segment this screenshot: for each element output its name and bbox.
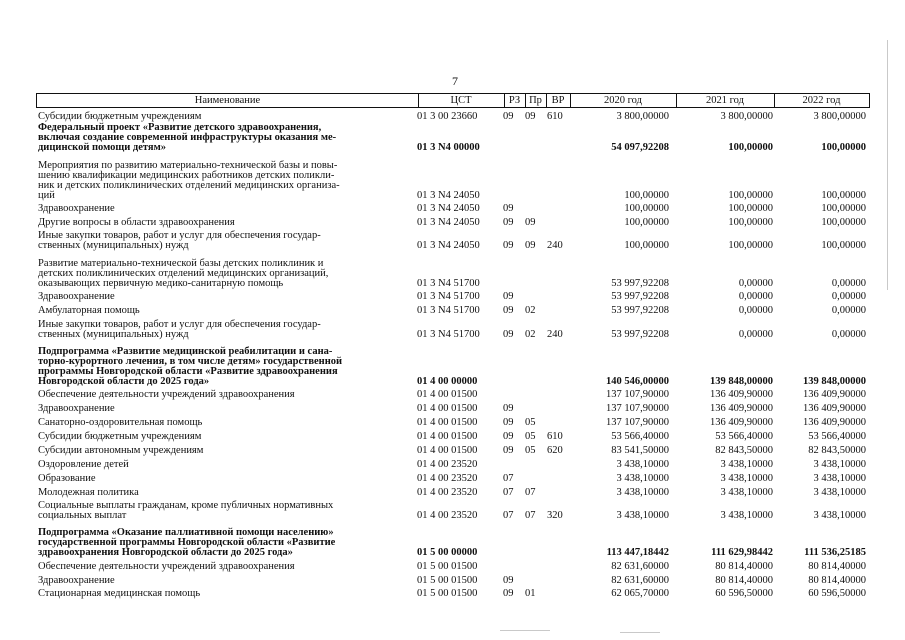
cell-y2021: 0,00000: [738, 291, 773, 302]
cell-y2022: 111 536,25185: [804, 547, 866, 558]
cell-cst: 01 3 N4 24050: [417, 217, 480, 228]
cell-y2021: 139 848,00000: [710, 376, 773, 387]
cell-pr: 05: [525, 417, 536, 428]
cell-y2022: 3 438,10000: [813, 459, 866, 470]
cell-pr: 07: [525, 510, 536, 521]
cell-name: Субсидии бюджетным учреждениям: [38, 431, 202, 442]
header-2021: 2021 год: [706, 95, 744, 106]
cell-y2021: 60 596,50000: [715, 588, 773, 599]
cell-pr: 02: [525, 329, 536, 340]
header-name: Наименование: [194, 95, 261, 106]
cell-y2022: 0,00000: [831, 291, 866, 302]
cell-y2020: 54 097,92208: [611, 142, 669, 153]
page-number: 7: [452, 74, 458, 88]
cell-y2021: 80 814,40000: [715, 561, 773, 572]
cell-y2021: 3 438,10000: [720, 459, 773, 470]
cell-cst: 01 3 N4 51700: [417, 291, 480, 302]
cell-y2021: 0,00000: [738, 305, 773, 316]
cell-pr: 09: [525, 217, 536, 228]
cell-y2020: 53 997,92208: [611, 305, 669, 316]
cell-vr: 240: [547, 329, 563, 340]
cell-y2020: 113 447,18442: [606, 547, 669, 558]
cell-name: Оздоровление детей: [38, 459, 129, 470]
cell-pr: 05: [525, 445, 536, 456]
cell-y2021: 100,00000: [728, 217, 773, 228]
cell-y2021: 3 438,10000: [720, 473, 773, 484]
cell-cst: 01 3 00 23660: [417, 111, 478, 122]
cell-y2020: 53 997,92208: [611, 291, 669, 302]
cell-cst: 01 5 00 00000: [417, 547, 478, 558]
cell-cst: 01 4 00 01500: [417, 403, 478, 414]
cell-rz: 09: [503, 403, 514, 414]
cell-y2020: 3 438,10000: [616, 510, 669, 521]
cell-vr: 610: [547, 111, 563, 122]
cell-y2021: 136 409,90000: [710, 403, 773, 414]
cell-y2021: 100,00000: [728, 203, 773, 214]
cell-y2020: 53 997,92208: [611, 329, 669, 340]
cell-cst: 01 4 00 01500: [417, 431, 478, 442]
cell-rz: 09: [503, 305, 514, 316]
cell-name: Стационарная медицинская помощь: [38, 588, 201, 599]
cell-y2022: 100,00000: [821, 142, 866, 153]
cell-name: Подпрограмма «Развитие медицинской реабилитации и сана- торно-курортного лечения, в том числе детям» государственной программы Новгородской области «Развитие здравоохранения Новгородской области до 2025 года»: [38, 346, 343, 387]
header-2020: 2020 год: [604, 95, 642, 106]
cell-pr: 01: [525, 588, 536, 599]
cell-y2020: 100,00000: [624, 203, 669, 214]
cell-cst: 01 5 00 01500: [417, 561, 478, 572]
cell-cst: 01 4 00 00000: [417, 376, 478, 387]
cell-name: Субсидии бюджетным учреждениям: [38, 111, 202, 122]
cell-rz: 09: [503, 203, 514, 214]
cell-name: Обеспечение деятельности учреждений здравоохранения: [38, 389, 295, 400]
cell-y2022: 80 814,40000: [808, 561, 866, 572]
cell-cst: 01 3 N4 00000: [417, 142, 480, 153]
cell-name: Социальные выплаты гражданам, кроме публичных нормативных социальных выплат: [38, 500, 334, 521]
cell-y2021: 100,00000: [728, 240, 773, 251]
cell-y2020: 82 631,60000: [611, 575, 669, 586]
cell-name: Молодежная политика: [38, 487, 139, 498]
cell-rz: 07: [503, 510, 514, 521]
cell-rz: 09: [503, 431, 514, 442]
cell-name: Здравоохранение: [38, 403, 115, 414]
cell-y2020: 100,00000: [624, 217, 669, 228]
cell-y2022: 139 848,00000: [803, 376, 866, 387]
cell-y2021: 100,00000: [728, 190, 773, 201]
cell-y2022: 100,00000: [821, 190, 866, 201]
cell-y2021: 100,00000: [728, 142, 773, 153]
scan-edge-mark: [500, 630, 550, 631]
header-cst: ЦСТ: [450, 95, 472, 106]
cell-y2022: 82 843,50000: [808, 445, 866, 456]
cell-y2020: 82 631,60000: [611, 561, 669, 572]
cell-pr: 02: [525, 305, 536, 316]
cell-y2022: 3 438,10000: [813, 487, 866, 498]
cell-y2022: 80 814,40000: [808, 575, 866, 586]
cell-y2020: 137 107,90000: [606, 417, 669, 428]
cell-cst: 01 3 N4 51700: [417, 329, 480, 340]
cell-y2020: 140 546,00000: [606, 376, 669, 387]
cell-rz: 09: [503, 217, 514, 228]
cell-cst: 01 3 N4 24050: [417, 240, 480, 251]
scan-edge-mark: [620, 632, 660, 633]
cell-y2021: 111 629,98442: [711, 547, 773, 558]
cell-y2022: 3 800,00000: [813, 111, 866, 122]
cell-name: Обеспечение деятельности учреждений здравоохранения: [38, 561, 295, 572]
header-pr: Пр: [529, 95, 542, 106]
cell-cst: 01 4 00 01500: [417, 389, 478, 400]
cell-cst: 01 4 00 01500: [417, 417, 478, 428]
cell-y2020: 100,00000: [624, 190, 669, 201]
cell-vr: 610: [547, 431, 563, 442]
cell-y2021: 0,00000: [738, 278, 773, 289]
cell-y2021: 3 438,10000: [720, 510, 773, 521]
cell-rz: 07: [503, 487, 514, 498]
cell-name: Здравоохранение: [38, 203, 115, 214]
header-vr: ВР: [551, 95, 565, 106]
cell-rz: 09: [503, 111, 514, 122]
cell-y2022: 100,00000: [821, 203, 866, 214]
cell-y2022: 0,00000: [831, 278, 866, 289]
cell-name: Развитие материально-технической базы детских поликлиник и детских поликлинических отделений медицинских организаций, оказывающих первичную медико-санитарную помощь: [38, 258, 329, 289]
cell-rz: 09: [503, 240, 514, 251]
cell-rz: 09: [503, 575, 514, 586]
cell-y2022: 60 596,50000: [808, 588, 866, 599]
cell-name: Субсидии автономным учреждениям: [38, 445, 204, 456]
cell-y2021: 136 409,90000: [710, 389, 773, 400]
cell-pr: 09: [525, 111, 536, 122]
cell-cst: 01 4 00 23520: [417, 510, 478, 521]
cell-y2020: 3 438,10000: [616, 487, 669, 498]
cell-y2021: 53 566,40000: [715, 431, 773, 442]
cell-rz: 09: [503, 445, 514, 456]
scan-edge-mark: [887, 40, 888, 290]
cell-y2020: 137 107,90000: [606, 403, 669, 414]
cell-y2020: 3 438,10000: [616, 459, 669, 470]
cell-y2020: 3 800,00000: [616, 111, 669, 122]
cell-cst: 01 4 00 23520: [417, 487, 478, 498]
cell-y2020: 100,00000: [624, 240, 669, 251]
cell-name: Санаторно-оздоровительная помощь: [38, 417, 203, 428]
cell-y2021: 0,00000: [738, 329, 773, 340]
cell-y2020: 83 541,50000: [611, 445, 669, 456]
cell-cst: 01 5 00 01500: [417, 575, 478, 586]
table-row: [36, 0, 868, 599]
cell-rz: 09: [503, 291, 514, 302]
cell-cst: 01 4 00 23520: [417, 473, 478, 484]
cell-name: Здравоохранение: [38, 291, 115, 302]
cell-cst: 01 3 N4 24050: [417, 190, 480, 201]
cell-vr: 320: [547, 510, 563, 521]
cell-rz: 07: [503, 473, 514, 484]
cell-cst: 01 3 N4 24050: [417, 203, 480, 214]
cell-pr: 07: [525, 487, 536, 498]
cell-name: Здравоохранение: [38, 575, 115, 586]
cell-name: Другие вопросы в области здравоохранения: [38, 217, 235, 228]
cell-y2022: 100,00000: [821, 240, 866, 251]
cell-cst: 01 4 00 23520: [417, 459, 478, 470]
cell-y2021: 82 843,50000: [715, 445, 773, 456]
cell-vr: 240: [547, 240, 563, 251]
cell-rz: 09: [503, 329, 514, 340]
cell-y2021: 80 814,40000: [715, 575, 773, 586]
cell-name: Подпрограмма «Оказание паллиативной помощи населению» государственной программы Новгородской области «Развитие здравоохранения Новгородской области до 2025 года»: [38, 527, 336, 558]
cell-cst: 01 5 00 01500: [417, 588, 478, 599]
cell-name: Иные закупки товаров, работ и услуг для обеспечения государ- ственных (муниципальных) нужд: [38, 230, 321, 251]
cell-y2021: 3 438,10000: [720, 487, 773, 498]
cell-y2022: 3 438,10000: [813, 510, 866, 521]
cell-cst: 01 4 00 01500: [417, 445, 478, 456]
cell-y2020: 3 438,10000: [616, 473, 669, 484]
cell-name: Образование: [38, 473, 96, 484]
cell-y2022: 136 409,90000: [803, 389, 866, 400]
cell-y2020: 53 566,40000: [611, 431, 669, 442]
cell-cst: 01 3 N4 51700: [417, 278, 480, 289]
cell-name: Иные закупки товаров, работ и услуг для обеспечения государ- ственных (муниципальных) нужд: [38, 319, 321, 340]
cell-y2022: 0,00000: [831, 305, 866, 316]
cell-pr: 05: [525, 431, 536, 442]
cell-rz: 09: [503, 588, 514, 599]
cell-rz: 09: [503, 417, 514, 428]
cell-pr: 09: [525, 240, 536, 251]
cell-y2022: 136 409,90000: [803, 403, 866, 414]
cell-y2021: 3 800,00000: [720, 111, 773, 122]
cell-name: Федеральный проект «Развитие детского здравоохранения, включая создание современной инфраструктуры оказания ме- дицинской помощи детям»: [38, 122, 337, 153]
cell-y2022: 3 438,10000: [813, 473, 866, 484]
cell-y2022: 100,00000: [821, 217, 866, 228]
header-2022: 2022 год: [802, 95, 841, 106]
cell-y2020: 53 997,92208: [611, 278, 669, 289]
cell-vr: 620: [547, 445, 563, 456]
cell-cst: 01 3 N4 51700: [417, 305, 480, 316]
cell-y2021: 136 409,90000: [710, 417, 773, 428]
cell-name: Амбулаторная помощь: [38, 305, 140, 316]
cell-name: Мероприятия по развитию материально-технической базы и повы- шению квалификации медицинских работников детских поликли- ник и детских поликлинических отделений медицинских организа- ций: [38, 160, 340, 201]
cell-y2022: 53 566,40000: [808, 431, 866, 442]
cell-y2020: 62 065,70000: [611, 588, 669, 599]
cell-y2022: 0,00000: [831, 329, 866, 340]
header-rz: РЗ: [508, 95, 521, 106]
cell-y2020: 137 107,90000: [606, 389, 669, 400]
cell-y2022: 136 409,90000: [803, 417, 866, 428]
